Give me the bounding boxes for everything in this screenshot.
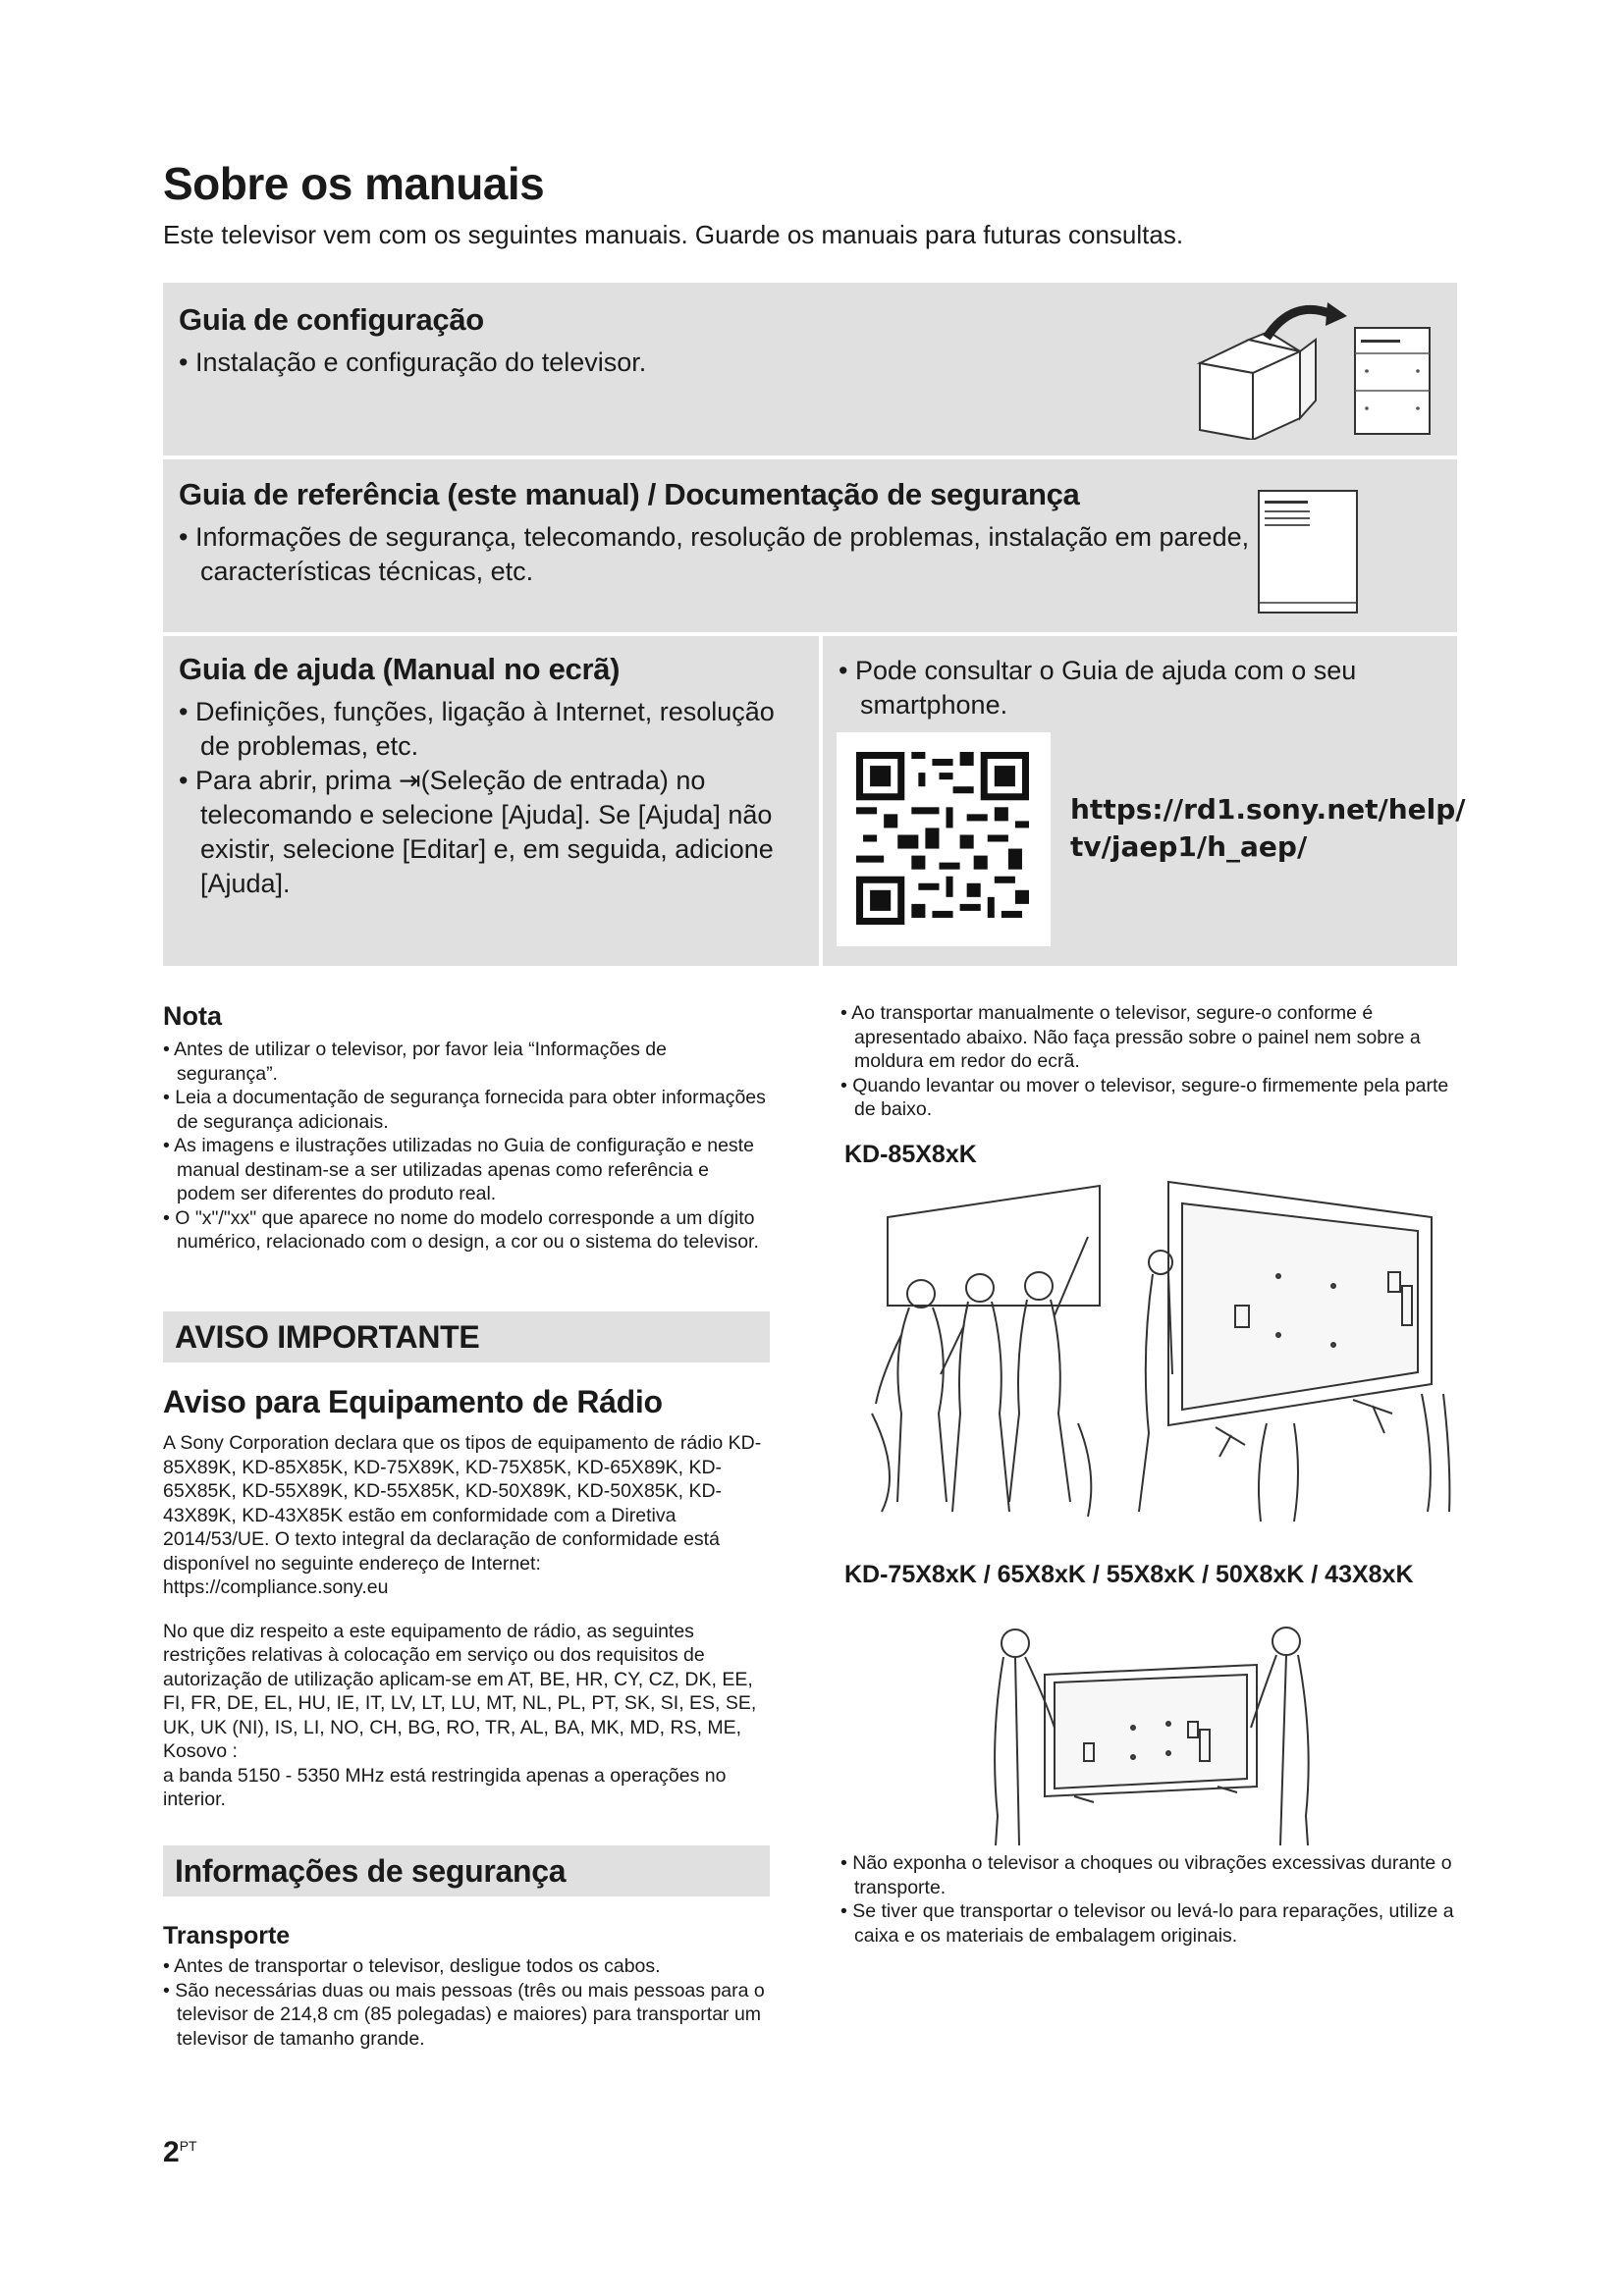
transport-item: • Antes de transportar o televisor, desligue todos os cabos.	[163, 1954, 772, 1979]
page-title: Sobre os manuais	[163, 158, 545, 209]
reference-guide-item: • Informações de segurança, telecomando, resolução de problemas, instalação em parede, características técnicas, etc.	[179, 520, 1259, 589]
help-url-line1[interactable]: https://rd1.sony.net/help/	[1070, 793, 1466, 826]
carry-item: • Ao transportar manualmente o televisor, segure-o conforme é apresentado abaixo. Não faça pressão sobre o painel nem sobre a moldura em redor do ecrã.	[840, 1001, 1457, 1074]
transport-title: Transporte	[163, 1922, 291, 1949]
note-section	[163, 1001, 772, 1255]
reference-guide-title: Guia de referência (este manual) / Documentação de segurança	[179, 477, 1080, 511]
note-title: Nota	[163, 1001, 222, 1031]
model-others-heading: KD-75X8xK / 65X8xK / 55X8xK / 50X8xK / 43X8xK	[844, 1561, 1414, 1588]
page-number	[163, 2136, 197, 2169]
box-and-guide-icon	[1184, 302, 1439, 440]
radio-band-text: a banda 5150 - 5350 MHz está restringida apenas a operações no interior.	[163, 1764, 727, 1810]
important-notice-bar: AVISO IMPORTANTE	[163, 1311, 770, 1362]
transport-warning-item: • Não exponha o televisor a choques ou vibrações excessivas durante o transporte.	[840, 1851, 1457, 1899]
qr-code-frame	[837, 732, 1051, 946]
help-guide-item: • Para abrir, prima ⇥(Seleção de entrada) no telecomando e selecione [Ajuda]. Se [Ajuda] não existir, selecione [Editar] e, em seguida, adicione [Ajuda].	[179, 764, 803, 901]
transport-warning-item: • Se tiver que transportar o televisor ou levá-lo para reparações, utilize a caixa e os materiais de embalagem originais.	[840, 1899, 1457, 1948]
note-item: • Leia a documentação de segurança fornecida para obter informações de segurança adicionais.	[163, 1086, 772, 1134]
radio-declaration-text: A Sony Corporation declara que os tipos de equipamento de rádio KD-85X89K, KD-85X85K, KD-75X89K, KD-75X85K, KD-65X89K, KD-65X85K, KD-55X89K, KD-55X85K, KD-50X89K, KD-50X85K, KD-43X89K, KD-43X85K estão em conformidade com a Diretiva 2014/53/UE. O texto integral da declaração de conformidade está disponível no seguinte endereço de Internet:	[163, 1432, 762, 1575]
safety-info-bar: Informações de segurança	[163, 1845, 770, 1896]
note-item: • Antes de utilizar o televisor, por favor leia “Informações de segurança”.	[163, 1038, 772, 1086]
setup-guide-item: • Instalação e configuração do televisor.	[179, 346, 1161, 380]
reference-guide-box	[163, 459, 1457, 632]
smartphone-note: • Pode consultar o Guia de ajuda com o seu smartphone.	[839, 654, 1428, 722]
help-guide-box	[163, 636, 819, 966]
qr-code-icon	[856, 752, 1029, 925]
tv-85-carry-illustration	[842, 1178, 1461, 1541]
help-guide-item: • Definições, funções, ligação à Internet, resolução de problemas, etc.	[179, 695, 803, 764]
transport-warnings	[840, 1851, 1457, 1948]
radio-declaration-url[interactable]: https://compliance.sony.eu	[163, 1576, 389, 1598]
radio-equipment-title: Aviso para Equipamento de Rádio	[163, 1384, 663, 1419]
carry-item: • Quando levantar ou mover o televisor, segure-o firmemente pela parte de baixo.	[840, 1074, 1457, 1122]
carry-instructions	[840, 1001, 1457, 1122]
page-intro: Este televisor vem com os seguintes manuais. Guarde os manuais para futuras consultas.	[163, 220, 1184, 249]
page-number-value: 2	[163, 2136, 180, 2168]
note-item: • As imagens e ilustrações utilizadas no Guia de configuração e neste manual destinam-se a ser utilizadas apenas como referência e podem ser diferentes do produto real.	[163, 1134, 772, 1206]
printed-manual-icon	[1255, 487, 1363, 618]
setup-guide-title: Guia de configuração	[179, 302, 484, 337]
help-guide-smartphone-box	[823, 636, 1466, 966]
help-url-line2[interactable]: tv/jaep1/h_aep/	[1070, 830, 1308, 863]
setup-guide-box	[163, 283, 1457, 455]
transport-item: • São necessárias duas ou mais pessoas (três ou mais pessoas para o televisor de 214,8 cm (85 polegadas) e maiores) para transportar um televisor de tamanho grande.	[163, 1979, 772, 2052]
note-item: • O "x"/"xx" que aparece no nome do modelo corresponde a um dígito numérico, relacionado com o design, a cor ou o sistema do televisor.	[163, 1206, 772, 1255]
model-85-heading: KD-85X8xK	[844, 1141, 977, 1168]
help-guide-title: Guia de ajuda (Manual no ecrã)	[179, 652, 621, 686]
radio-restrictions-text: No que diz respeito a este equipamento de rádio, as seguintes restrições relativas à colocação em serviço ou dos requisitos de autorização de utilização aplicam-se em AT, BE, HR, CY, CZ, DK, EE, FI, FR, DE, EL, HU, IE, IT, LV, LT, LU, MT, NL, PL, PT, SK, SI, ES, SE, UK, UK (NI), IS, LI, NO, CH, BG, RO, TR, AL, BA, MK, MD, RS, ME, Kosovo :	[163, 1620, 757, 1762]
transport-section	[163, 1922, 772, 2051]
page-language: PT	[179, 2138, 197, 2154]
tv-small-carry-illustration	[986, 1620, 1320, 1847]
